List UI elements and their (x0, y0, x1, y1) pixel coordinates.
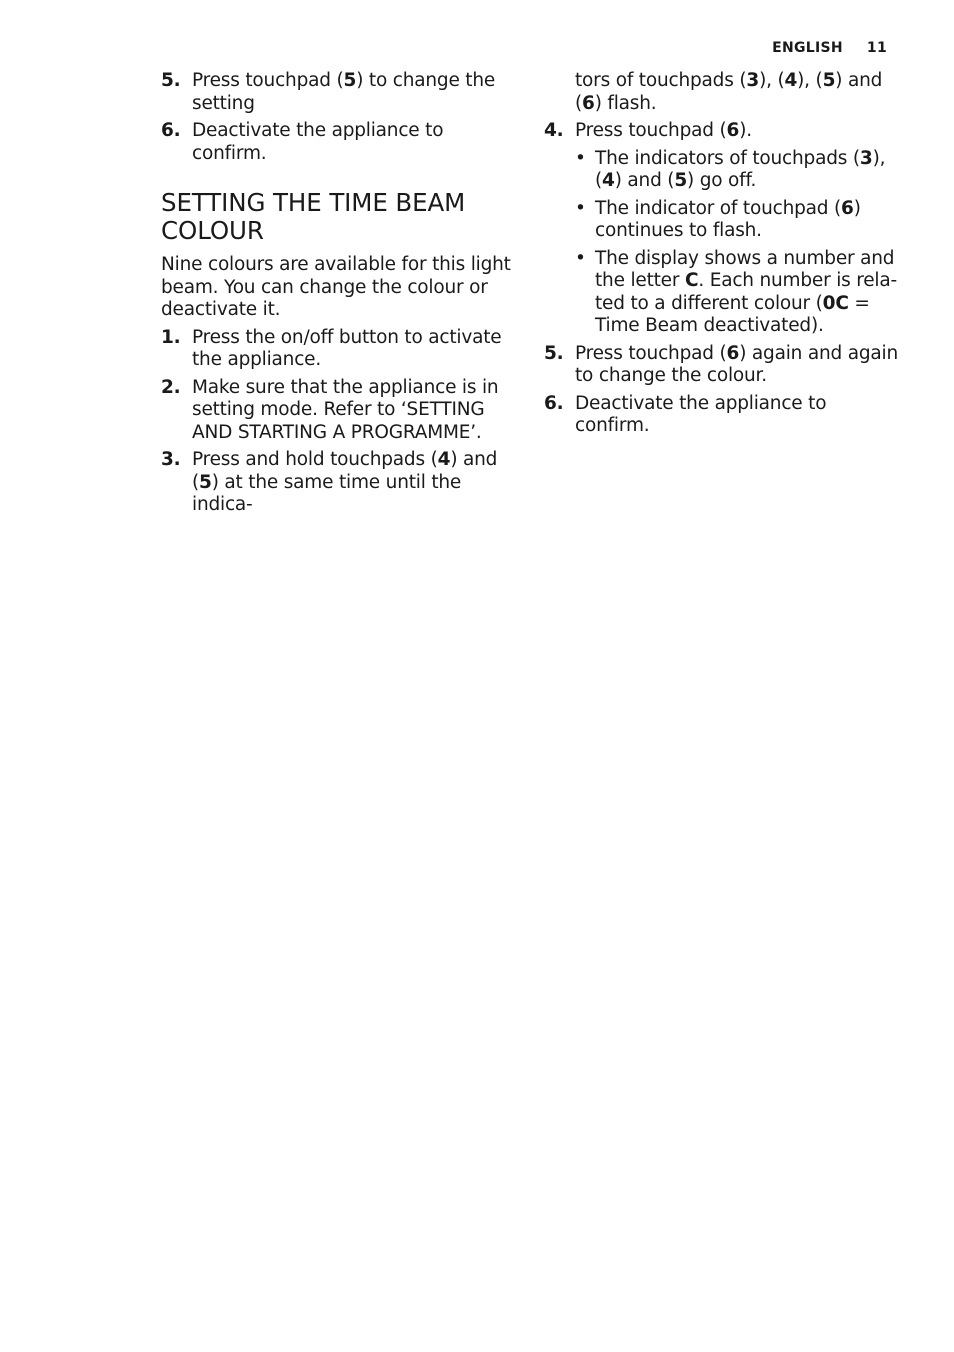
text-part: ), ( (759, 70, 785, 91)
text-part: tors of touchpads ( (575, 70, 747, 91)
bullet-symbol: • (575, 247, 586, 269)
text-part: ), ( (797, 70, 823, 91)
step-number: 5. (544, 342, 564, 364)
step-2 (161, 377, 521, 445)
text-part: ) at the same time until the indica- (192, 471, 462, 515)
step-1 (161, 327, 521, 372)
page-header (772, 40, 887, 56)
text-part: ) flash. (594, 92, 657, 114)
touchpad-ref: 6 (582, 92, 595, 114)
step-5-top (161, 70, 521, 115)
text-part: ) and ( (192, 449, 498, 493)
step-number: 5. (161, 70, 181, 91)
step-text: Deactivate the appliance to confirm. (192, 120, 444, 164)
text-part: The display shows a number and the letter (595, 247, 895, 291)
text-part: The indicator of touchpad ( (595, 197, 842, 219)
step-3-continued (544, 70, 904, 115)
text-part: ) again and again to change the colour. (575, 342, 899, 386)
bullet-symbol: • (575, 147, 586, 169)
header-language: ENGLISH (772, 40, 843, 56)
step-6-top (161, 120, 521, 165)
step-4 (544, 120, 904, 143)
text-part: Press touchpad ( (575, 342, 727, 364)
bullet-text (595, 248, 897, 337)
step-text: Deactivate the appliance to confirm. (575, 392, 827, 436)
left-column (161, 70, 521, 522)
touchpad-ref: 6 (726, 342, 740, 364)
touchpad-ref: 5 (343, 70, 357, 91)
right-column (544, 70, 904, 443)
display-letter: C (684, 270, 699, 291)
bullet-item (544, 198, 904, 243)
text-part: Press and hold touchpads ( (192, 449, 438, 470)
text-part: Press touchpad ( (575, 120, 727, 141)
touchpad-ref: 5 (199, 471, 212, 493)
touchpad-ref: 4 (602, 170, 615, 191)
text-part: ), ( (595, 147, 886, 191)
touchpad-ref: 4 (437, 449, 451, 470)
text-part: Press touchpad ( (192, 70, 344, 91)
text-part: = Time Beam deactivated). (595, 292, 870, 336)
step-3 (161, 449, 521, 517)
step-number: 1. (161, 326, 181, 348)
step-text (192, 449, 497, 515)
text-part: ) go off. (687, 170, 757, 191)
step-number: 6. (161, 120, 181, 141)
touchpad-ref: 5 (674, 170, 688, 191)
text-part: ) and ( (614, 170, 675, 191)
step-text: Make sure that the appliance is in setting mode. Refer to ‘SETTING AND STARTING A PROGRAMME’. (192, 376, 499, 443)
step-number: 6. (544, 392, 564, 414)
page-number: 11 (866, 40, 887, 56)
section-heading: SETTING THE TIME BEAM COLOUR (161, 188, 466, 245)
text-part: ). (739, 120, 752, 141)
bullet-symbol: • (575, 197, 586, 219)
step-number: 3. (161, 449, 181, 470)
display-code: 0C (822, 292, 849, 314)
bullet-item (544, 248, 904, 338)
touchpad-ref: 6 (841, 197, 854, 219)
touchpad-ref: 3 (746, 70, 760, 91)
step-number: 4. (544, 120, 564, 141)
bullet-text (595, 198, 861, 242)
text-part: The indicators of touchpads ( (595, 147, 860, 169)
step-text (575, 343, 898, 387)
step-6 (544, 393, 904, 438)
text-part: ) continues to flash. (595, 197, 861, 241)
step-text (575, 120, 752, 141)
touchpad-ref: 6 (726, 120, 740, 141)
touchpad-ref: 4 (784, 70, 798, 91)
text-part: ) and ( (575, 70, 883, 114)
step-text (192, 70, 495, 114)
touchpad-ref: 5 (822, 70, 836, 91)
bullet-text (595, 148, 885, 192)
step-text: Press the on/off button to activate the appliance. (192, 326, 502, 370)
text-part: ) to change the setting (192, 70, 496, 114)
touchpad-ref: 3 (859, 147, 873, 169)
intro-paragraph: Nine colours are available for this light beam. You can change the colour or deactivate it. (161, 254, 511, 320)
text-part: . Each number is rela-ted to a different colour ( (595, 270, 897, 314)
step-number: 2. (161, 376, 181, 398)
bullet-item (544, 148, 904, 193)
step-5 (544, 343, 904, 388)
